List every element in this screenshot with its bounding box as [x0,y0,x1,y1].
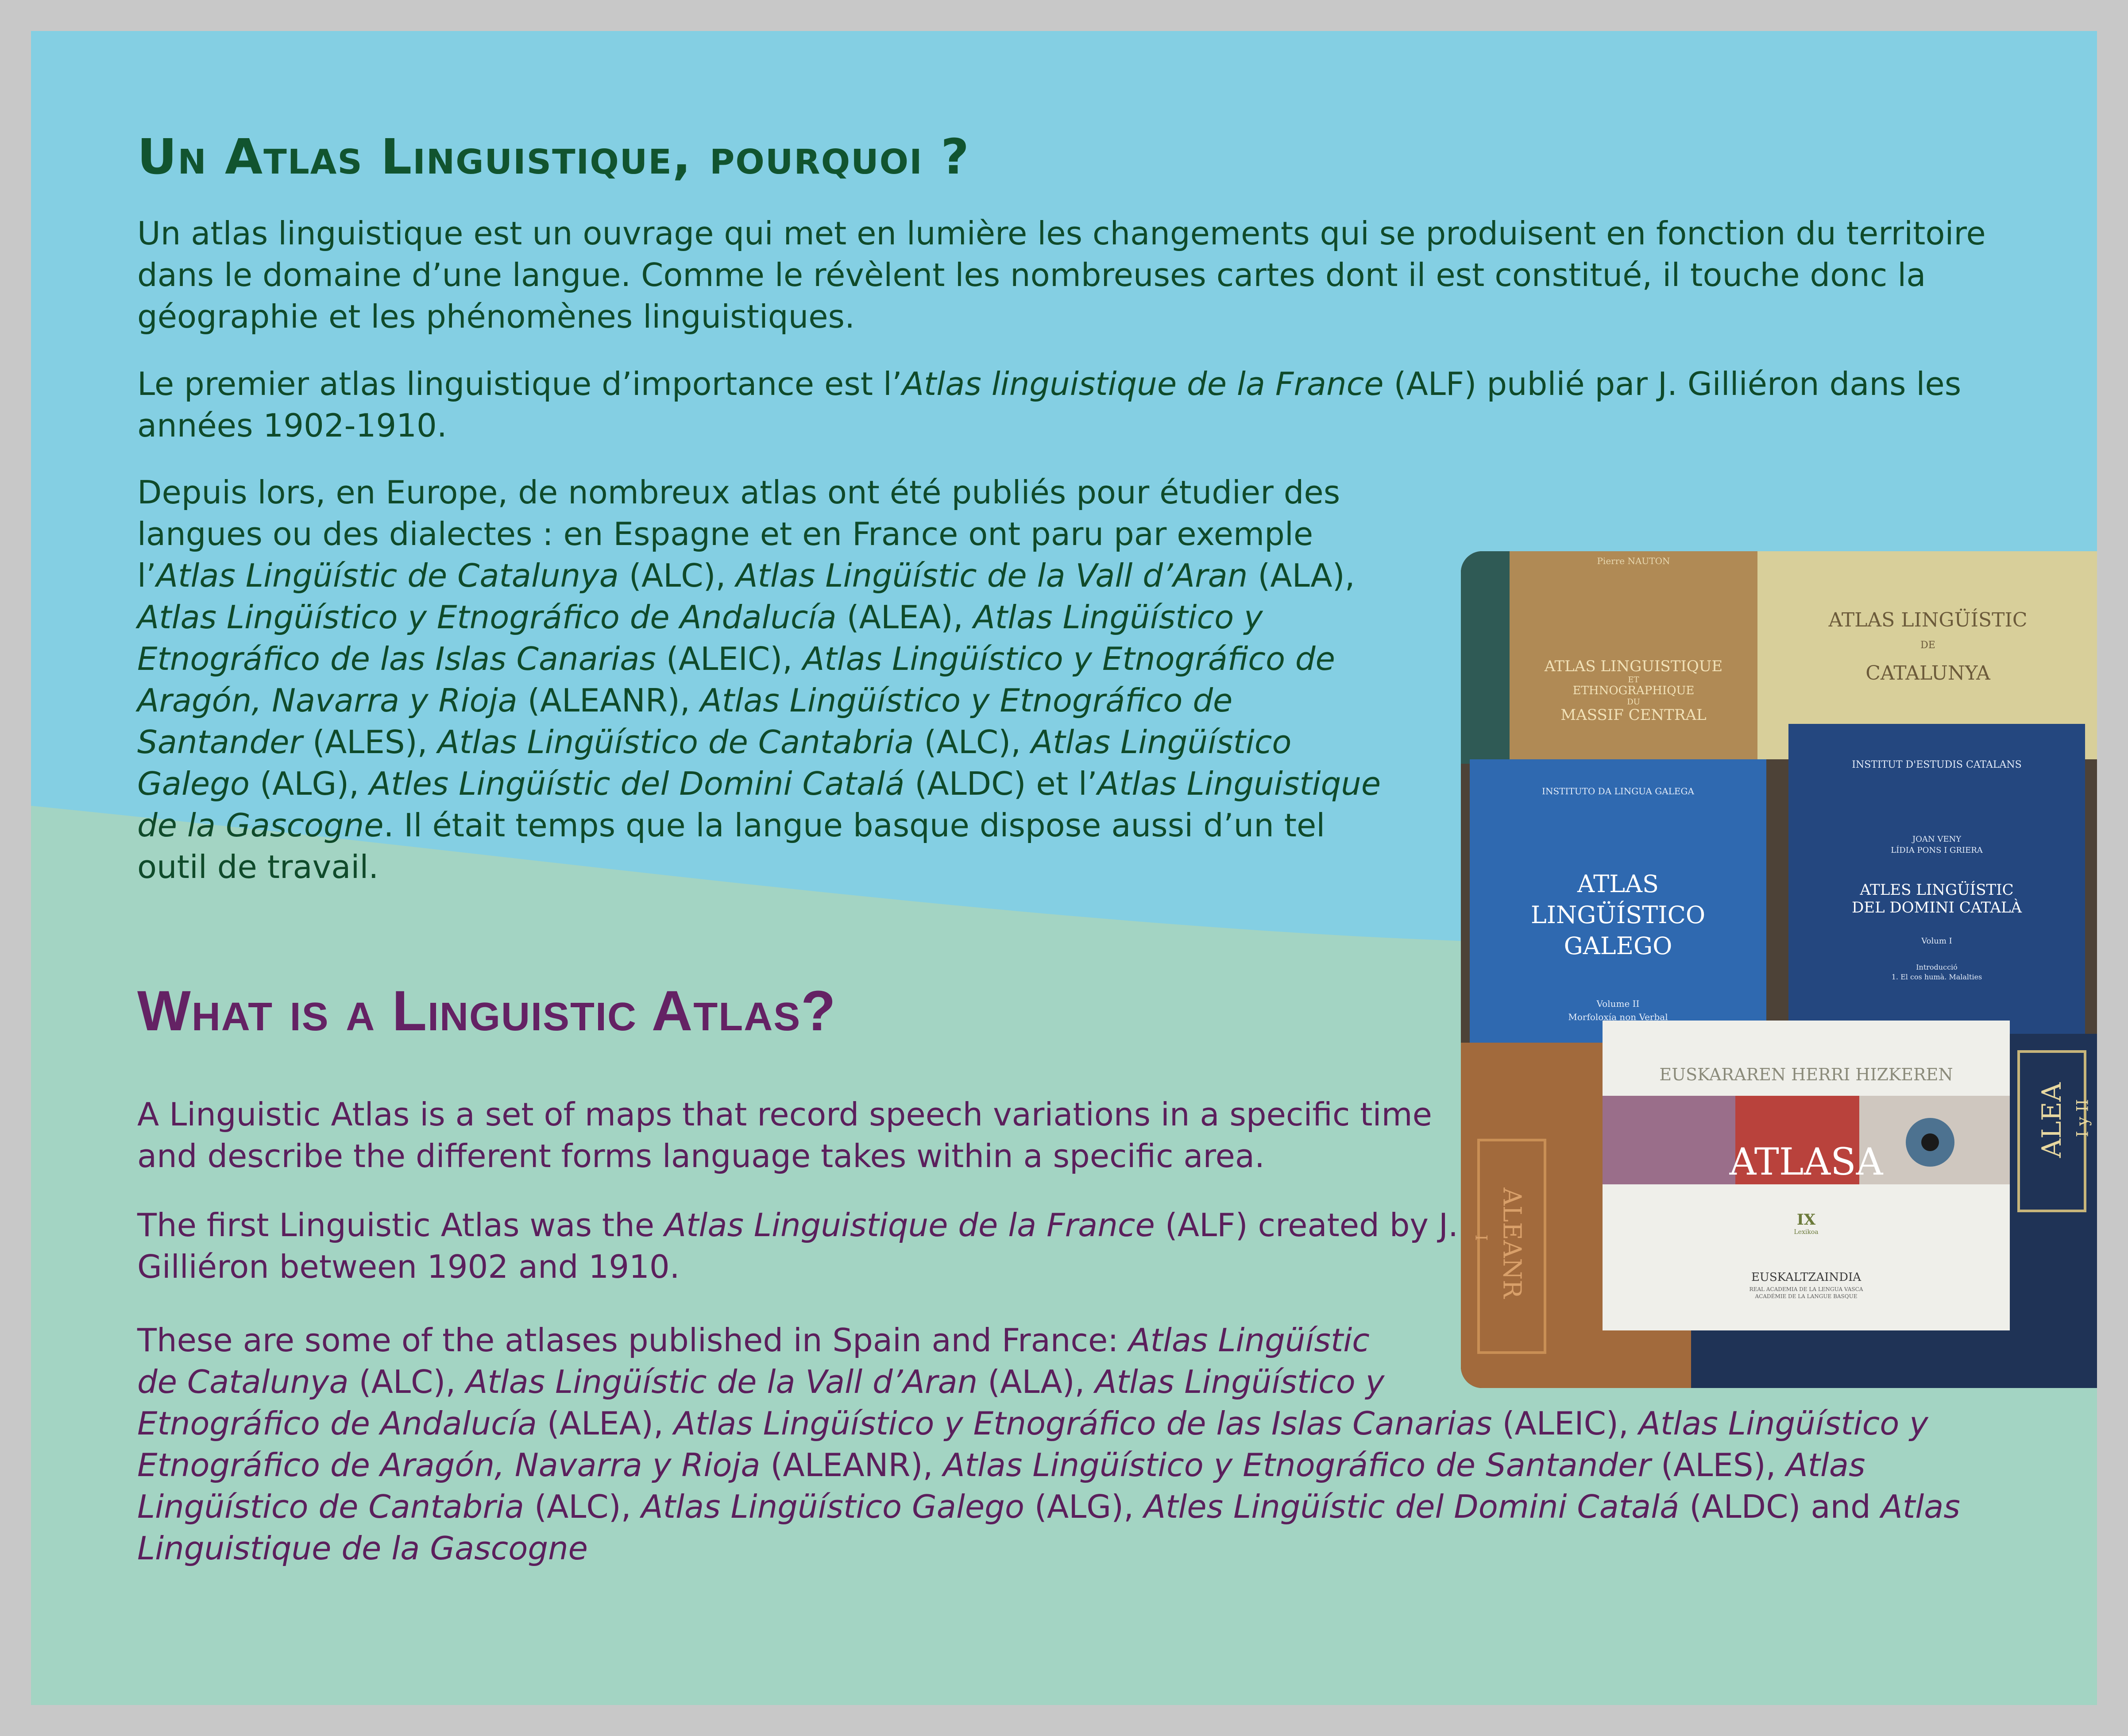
french-paragraph-2 [137,363,2041,446]
galego-title-2: LINGÜÍSTICO [1530,901,1706,929]
galego-title-3: GALEGO [1564,932,1672,960]
atlas-title-italic: Atlas Lingüístico Galego [641,1488,1024,1525]
atlas-title-italic: Atles Lingüístic del Domini Catalá [1143,1488,1680,1525]
massif-title-1: ATLAS LINGUISTIQUE [1544,657,1723,675]
paragraph-text: (ALEANR), [760,1446,943,1484]
atlas-title-italic: Atles Lingüístic del Domini Catalá [369,765,905,802]
paragraph-text: (ALEANR), [517,682,700,719]
atlas-title-italic: Atlas Lingüístico y Etnográfico de Andalucía [137,1363,1385,1442]
catalunya-title-3: CATALUNYA [1865,662,1990,684]
basque-volume: IX [1796,1211,1816,1229]
paragraph-text: (ALG), [1024,1488,1144,1525]
french-title: Un Atlas Linguistique, pourquoi ? [137,128,970,185]
paragraph-text: (ALC), [524,1488,641,1525]
catalunya-title-2: DE [1920,640,1935,651]
alea-spine-title: ALEA [2036,1082,2067,1158]
atlas-title-italic: Atlas Lingüístico Galego [137,723,1292,802]
basque-publisher-es: REAL ACADEMIA DE LA LENGUA VASCA [1749,1286,1863,1292]
atlas-title-italic: Atlas Lingüístico y Etnográfico de las Islas Canarias [673,1405,1492,1442]
paragraph-text: (ALA), [977,1363,1095,1400]
aldc-intro: Introducció [1916,963,1958,971]
paragraph-text: . Il était temps que la langue basque dispose aussi d’un tel outil de travail. [137,807,1325,885]
atlas-title-italic: Atlas Lingüístic de la Vall d’Aran [466,1363,978,1400]
paragraph-text: Depuis lors, en Europe, de nombreux atlas ont été publiés pour étudier des langues ou des dialectes : en Espagne et en France ont paru par exemple l’ [137,474,1340,594]
paragraph-text: (ALC), [914,723,1031,761]
basque-title-2: ATLASA [1729,1140,1883,1183]
paragraph-text: (ALES), [1651,1446,1786,1484]
catalunya-title-1: ATLAS LINGÜÍSTIC [1828,609,2028,631]
massif-author: Pierre NAUTON [1597,556,1670,566]
english-paragraph-1: A Linguistic Atlas is a set of maps that record speech variations in a specific time and describe the different forms language takes within a specific area. [137,1096,1432,1175]
alea-spine-volume: I y II [2074,1099,2092,1137]
atlas-title-italic: Atlas Lingüístico y Etnográfico de las Islas Canarias [137,599,1263,677]
atlas-title-italic: Atlas Lingüístic de Catalunya [156,557,619,594]
massif-title-2: ET [1628,675,1639,684]
massif-title-5: MASSIF CENTRAL [1560,706,1707,724]
basque-publisher-fr: ACADÉMIE DE LA LANGUE BASQUE [1755,1293,1858,1299]
aldc-publisher: INSTITUT D'ESTUDIS CATALANS [1852,759,2022,770]
paragraph-text: (ALEIC), [1492,1405,1639,1442]
aldc-title-2: DEL DOMINI CATALÀ [1851,899,2022,916]
basque-title-1: EUSKARAREN HERRI HIZKEREN [1659,1065,1953,1084]
basque-volume-subtitle: Lexikoa [1794,1229,1819,1236]
atlas-title-italic: Atlas Lingüístico y Etnográfico de Aragón, Navarra y Rioja [137,1405,1928,1484]
paragraph-text: (ALA), [1247,557,1355,594]
galego-publisher: INSTITUTO DA LINGUA GALEGA [1542,786,1694,796]
paragraph-text: (ALDC) et l’ [904,765,1097,802]
atlas-books-photo [1461,551,2097,1388]
atlas-title-italic: Atlas Lingüístico y Etnográfico de Santander [943,1446,1651,1484]
massif-title-4: DU [1627,697,1640,707]
french-paragraph-1: Un atlas linguistique est un ouvrage qui met en lumière les changements qui se produisent en fonction du territoire dans le domaine d’une langue. Comme le révèlent les nombreuses cartes dont il est constitué, il touche donc la géographie et les phénomènes linguistiques. [137,215,1986,335]
galego-title-1: ATLAS [1577,870,1659,898]
paragraph-text: These are some of the atlases published in Spain and France: [137,1322,1129,1359]
english-p2-text-after: (ALF) created by J. Gilliéron between 1902 and 1910. [137,1206,1459,1285]
atlas-title-italic: Atlas Lingüístico de Cantabria [137,1446,1865,1525]
english-p2-italic: Atlas Linguistique de la France [664,1206,1155,1244]
atlas-title-italic: Atlas Lingüístico y Etnográfico de Andalucía [137,599,837,636]
galego-volume: Volume II [1596,998,1640,1009]
english-title: What is a Linguistic Atlas? [137,979,837,1043]
english-paragraph-2 [137,1204,1487,1288]
french-p2-text: Le premier atlas linguistique d’importance est l’ [137,365,902,402]
aldc-title-1: ATLES LINGÜÍSTIC [1860,881,2014,899]
atlas-title-italic: Atlas Lingüístic de Catalunya [137,1322,1370,1400]
paragraph-text: (ALC), [618,557,736,594]
french-p2-italic: Atlas linguistique de la France [902,365,1384,402]
galego-subtitle: Morfoloxía non Verbal [1568,1012,1668,1022]
aleanr-spine-title: ALEANR [1497,1187,1526,1299]
aldc-author-2: LÍDIA PONS I GRIERA [1891,846,1983,855]
atlas-title-italic: Atlas Linguistique de la Gascogne [137,1488,1960,1567]
english-p2-text: The first Linguistic Atlas was the [137,1206,664,1244]
paragraph-text: (ALEA), [537,1405,674,1442]
french-p3-content [137,474,1381,885]
paragraph-text: (ALES), [302,723,438,761]
atlas-title-italic: Atlas Lingüístico y Etnográfico de Aragón, Navarra y Rioja [137,640,1335,719]
atlas-title-italic: Atlas Lingüístic de la Vall d’Aran [736,557,1248,594]
aldc-chapter: 1. El cos humà. Malalties [1891,973,1982,981]
paragraph-text: (ALG), [249,765,369,802]
paragraph-text: (ALDC) and [1679,1488,1881,1525]
atlas-title-italic: Atlas Lingüístico de Cantabria [437,723,914,761]
aldc-volume: Volum I [1921,936,1952,946]
paragraph-text: (ALEIC), [656,640,803,677]
massif-title-3: ETHNOGRAPHIQUE [1572,684,1695,697]
poster-panel [31,31,2097,1705]
atlas-title-italic: Atlas Lingüístico y Etnográfico de Santander [137,682,1233,761]
aldc-author-1: JOAN VENY [1912,835,1962,844]
basque-publisher: EUSKALTZAINDIA [1751,1271,1862,1284]
atlas-title-italic: Atlas Linguistique de la Gascogne [137,765,1381,844]
aleanr-spine-volume: I [1471,1234,1490,1241]
french-p2-text-after: (ALF) publié par J. Gilliéron dans les années 1902-1910. [137,365,1962,444]
green-book-edge [1461,551,1514,764]
paragraph-text: (ALC), [348,1363,466,1400]
paragraph-text: (ALEA), [836,599,973,636]
